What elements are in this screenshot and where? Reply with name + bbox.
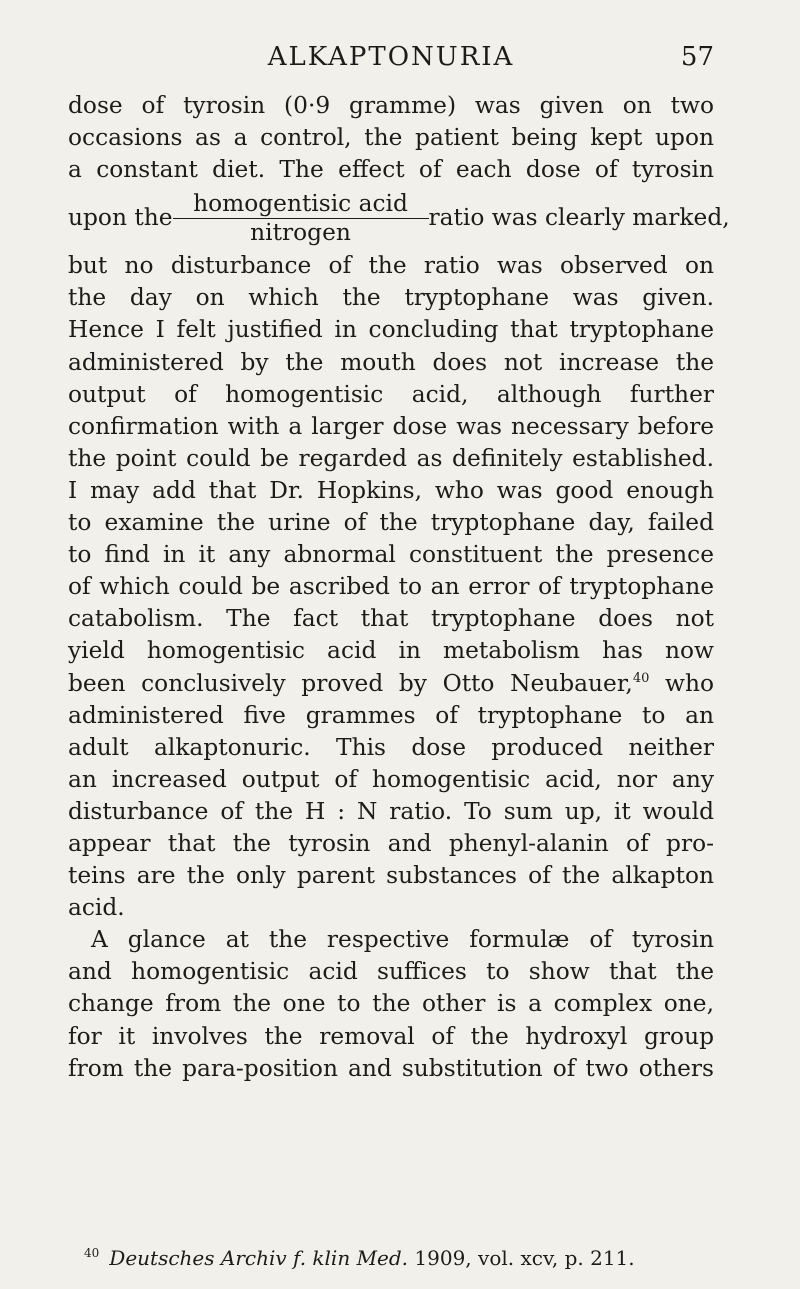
text-segment: been conclusively proved by Otto Neubauer, — [68, 669, 633, 697]
fraction-numerator: homogentisic acid — [193, 189, 408, 217]
text-line: appear that the tyrosin and phenyl-alanin of pro- — [68, 829, 714, 857]
text-line: but no disturbance of the ratio was observed on — [68, 252, 714, 280]
text-line: of which could be ascribed to an error of tryptophane — [68, 573, 714, 601]
footnote — [84, 1246, 714, 1270]
footnote-citation: 1909, vol. xcv, p. 211. — [408, 1246, 635, 1270]
text-line: administered five grammes of tryptophane to an — [68, 701, 714, 729]
text-line: teins are the only parent substances of the alkapton — [68, 862, 714, 890]
body-text — [68, 90, 730, 1085]
ratio-line — [68, 186, 730, 250]
text-line: and homogentisic acid suffices to show that the — [68, 958, 714, 986]
text-line: occasions as a control, the patient being kept upon — [68, 124, 714, 152]
text-line: output of homogentisic acid, although further — [68, 380, 714, 408]
footnote-reference: 40 — [632, 670, 650, 686]
ratio-lead-text: upon the — [68, 204, 173, 232]
text-line: yield homogentisic acid in metabolism has now — [68, 637, 714, 665]
text-line: for it involves the removal of the hydroxyl group — [68, 1022, 714, 1050]
text-line-with-reference — [68, 668, 714, 700]
text-line: from the para-position and substitution of two others — [68, 1054, 714, 1082]
footnote-marker: 40 — [84, 1246, 100, 1260]
text-line: adult alkaptonuric. This dose produced neither — [68, 733, 714, 761]
text-line: administered by the mouth does not increase the — [68, 348, 714, 376]
text-line: to examine the urine of the tryptophane day, failed — [68, 509, 714, 537]
fraction-denominator: nitrogen — [250, 219, 351, 247]
text-line: disturbance of the H : N ratio. To sum up, it would — [68, 797, 714, 825]
text-line: dose of tyrosin (0·9 gramme) was given on two — [68, 92, 714, 119]
page-number: 57 — [680, 42, 714, 72]
text-line: an increased output of homogentisic acid, nor any — [68, 765, 714, 793]
text-line: catabolism. The fact that tryptophane does not — [68, 605, 714, 633]
text-line: the point could be regarded as definitely established. — [68, 444, 714, 472]
text-line: Hence I felt justified in concluding that tryptophane — [68, 316, 714, 344]
running-title: ALKAPTONURIA — [267, 42, 515, 72]
text-line: to find in it any abnormal constituent the presence — [68, 541, 714, 569]
text-line: confirmation with a larger dose was necessary before — [68, 412, 714, 440]
footnote-journal: Deutsches Archiv f. klin Med. — [109, 1246, 409, 1270]
text-line: change from the one to the other is a complex one, — [68, 990, 714, 1018]
page-header — [68, 42, 714, 82]
text-line: a constant diet. The effect of each dose of tyrosin — [68, 156, 714, 184]
ratio-fraction — [173, 191, 429, 247]
paragraph-start-line: A glance at the respective formulæ of tyrosin — [91, 926, 714, 954]
text-segment: who — [649, 669, 714, 697]
text-line: the day on which the tryptophane was given. — [68, 284, 714, 312]
text-line: acid. — [68, 894, 125, 922]
ratio-trail-text: ratio was clearly marked, — [428, 204, 730, 232]
text-line: I may add that Dr. Hopkins, who was good enough — [68, 476, 714, 504]
